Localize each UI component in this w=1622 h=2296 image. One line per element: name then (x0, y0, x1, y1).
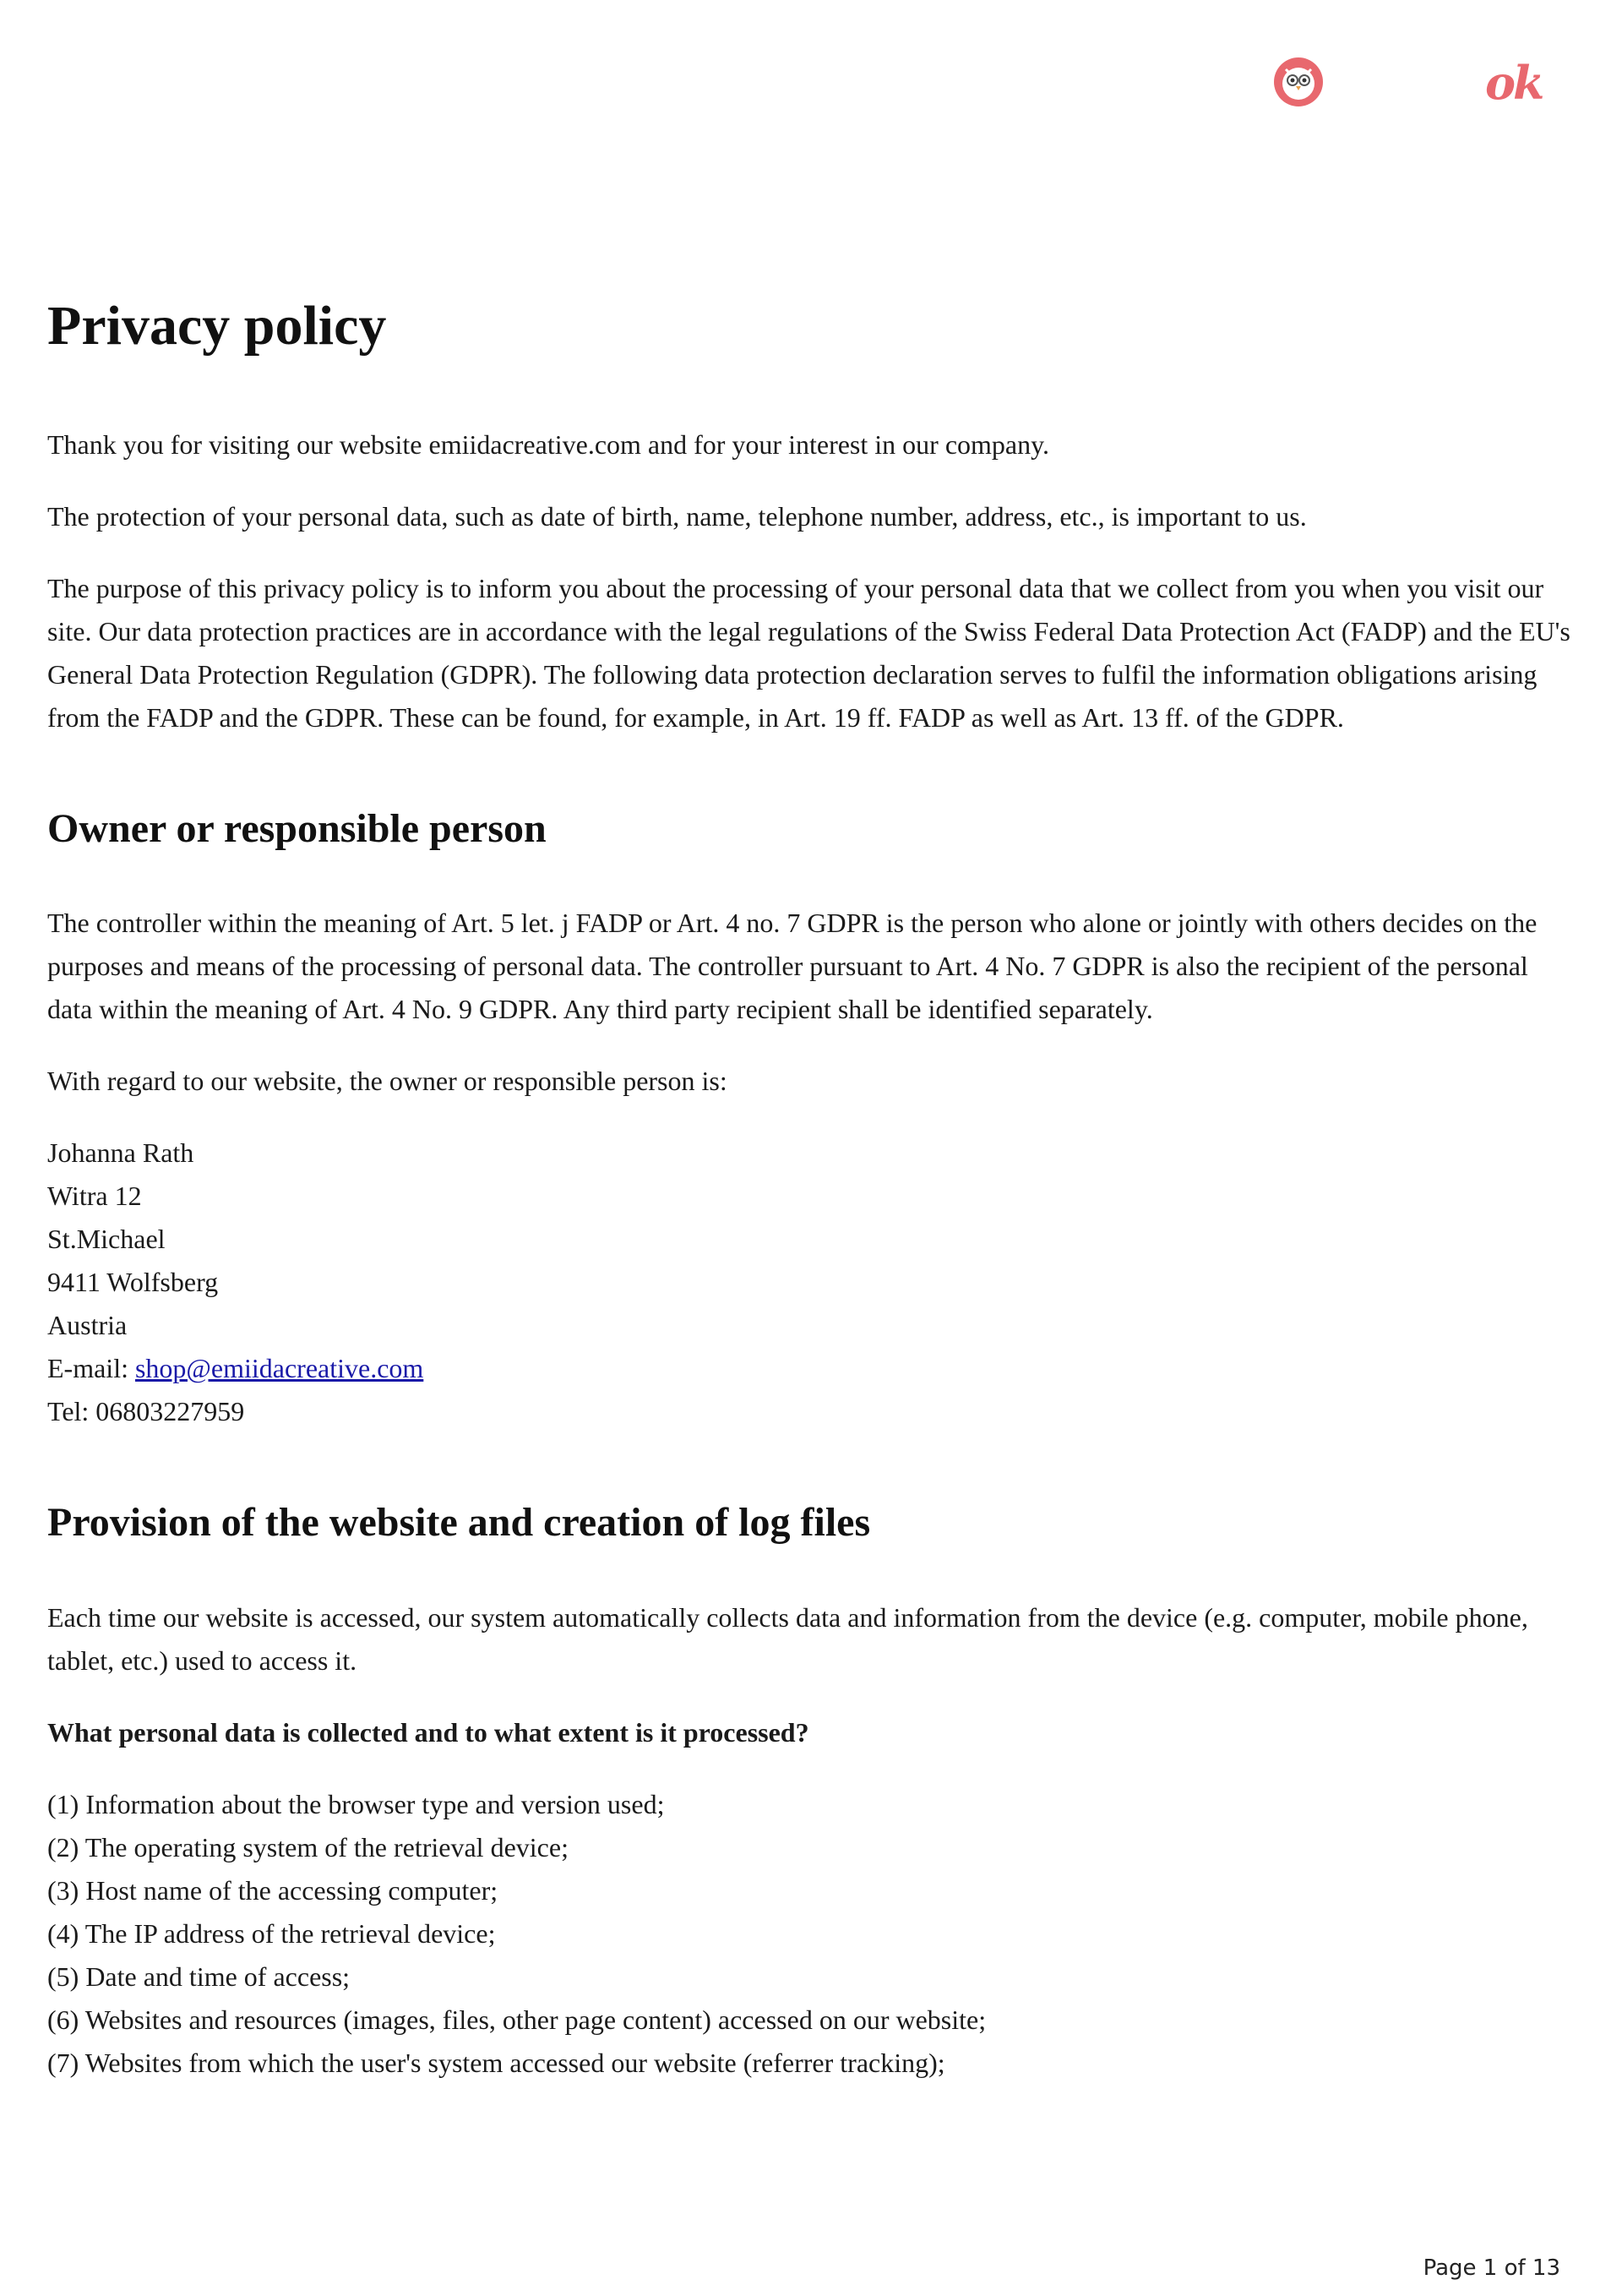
list-item: (7) Websites from which the user's system accessed our website (referrer tracking); (47, 2048, 945, 2079)
owl-icon (1272, 56, 1325, 108)
owner-contact-block (47, 1132, 1576, 1433)
collected-data-list (47, 1783, 1576, 2085)
contact-email-label: E-mail: (47, 1353, 135, 1384)
brand-logo (1272, 52, 1543, 113)
contact-email-link[interactable]: shop@emiidacreative.com (134, 1353, 424, 1384)
contact-country: Austria (47, 1310, 128, 1341)
list-item: (6) Websites and resources (images, files, other page content) accessed on our website; (47, 2004, 987, 2036)
contact-tel: Tel: 06803227959 (47, 1396, 245, 1427)
contact-email-line (47, 1347, 1576, 1390)
logfiles-section-heading: Provision of the website and creation of log files (47, 1500, 871, 1546)
logfiles-subheading: What personal data is collected and to what extent is it processed? (47, 1717, 809, 1748)
contact-street: Witra 12 (47, 1181, 142, 1212)
logo-wordmark: ok (1485, 56, 1543, 110)
list-item: (2) The operating system of the retrieval device; (47, 1832, 569, 1863)
list-item: (4) The IP address of the retrieval device; (47, 1918, 496, 1950)
list-item: (5) Date and time of access; (47, 1961, 351, 1993)
owner-section-heading: Owner or responsible person (47, 805, 547, 851)
owner-paragraph-2: With regard to our website, the owner or responsible person is: (47, 1066, 727, 1097)
list-item: (3) Host name of the accessing computer; (47, 1875, 498, 1906)
contact-city: 9411 Wolfsberg (47, 1267, 219, 1298)
page-number: Page 1 of 13 (1423, 2255, 1560, 2281)
contact-name: Johanna Rath (47, 1137, 194, 1169)
intro-paragraph-1: Thank you for visiting our website emiidacreative.com and for your interest in our company. (47, 428, 1050, 460)
document-body (47, 296, 1576, 2085)
owner-paragraph-1: The controller within the meaning of Art. 5 let. j FADP or Art. 4 no. 7 GDPR is the person who alone or jointly with others decides on the purposes and means of the processing of personal data. The controller pursuant to Art. 4 No. 7 GDPR is also the recipient of the personal data within the meaning of Art. 4 No. 9 GDPR. Any third party recipient shall be identified separately. (47, 908, 1538, 1025)
intro-paragraph-3: The purpose of this privacy policy is to inform you about the processing of your personal data that we collect from you when you visit our site. Our data protection practices are in accordance with the legal regulations of the Swiss Federal Data Protection Act (FADP) and the EU's General Data Protection Regulation (GDPR). The following data protection declaration serves to fulfil the information obligations arising from the FADP and the GDPR. These can be found, for example, in Art. 19 ff. FADP as well as Art. 13 ff. of the GDPR. (47, 572, 1570, 733)
intro-paragraph-2: The protection of your personal data, such as date of birth, name, telephone number, address, etc., is important to us. (47, 500, 1307, 532)
list-item: (1) Information about the browser type and version used; (47, 1789, 665, 1820)
page-title: Privacy policy (47, 295, 387, 357)
contact-locality: St.Michael (47, 1224, 166, 1255)
logfiles-paragraph-1: Each time our website is accessed, our system automatically collects data and information from the device (e.g. computer, mobile phone, tablet, etc.) used to access it. (47, 1602, 1528, 1677)
